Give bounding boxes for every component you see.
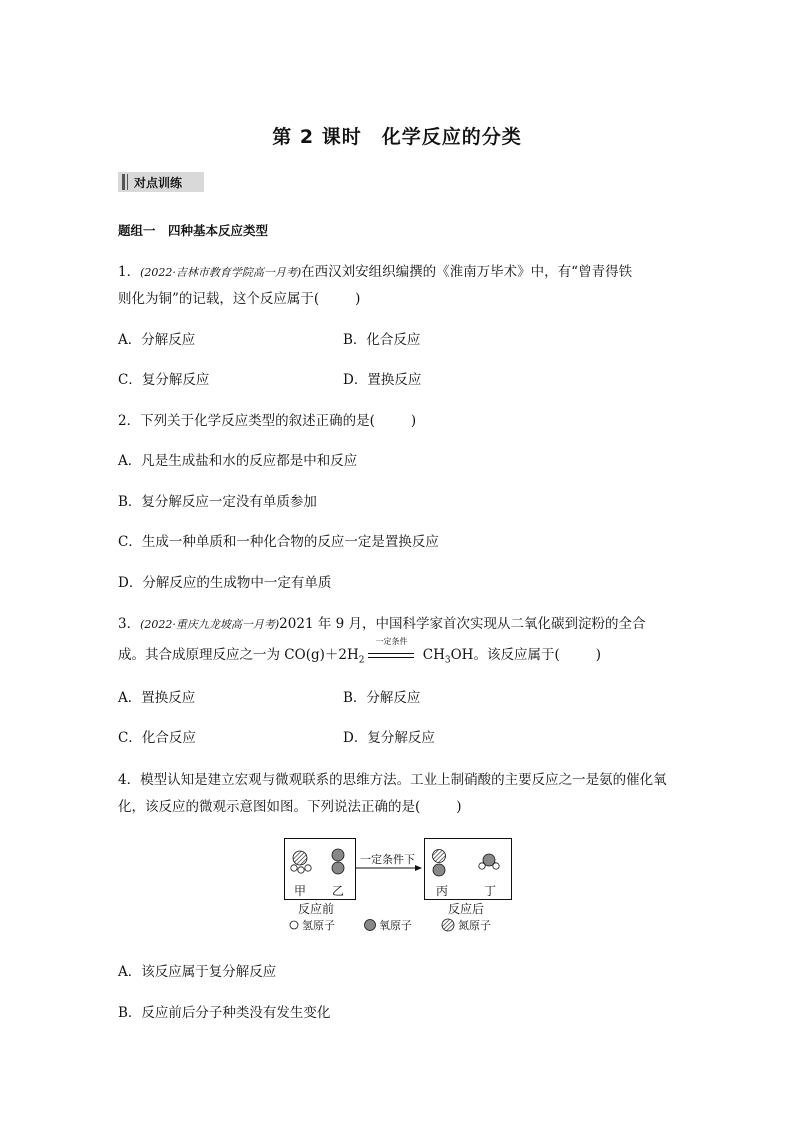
group-heading: 题组一 四种基本反应类型 — [118, 223, 269, 238]
q1-option-c[interactable]: C．复分解反应 — [118, 372, 210, 388]
q3-option-c[interactable]: C．化合反应 — [118, 730, 196, 746]
oxygen-molecule — [332, 849, 344, 874]
label-after: 反应后 — [448, 902, 485, 916]
subscript-h2: 2 — [358, 655, 365, 666]
q1-option-b[interactable]: B．化合反应 — [343, 332, 421, 348]
q2-option-c[interactable]: C．生成一种单质和一种化合物的反应一定是置换反应 — [118, 534, 439, 550]
question-2-stem — [118, 411, 416, 431]
q3-option-b[interactable]: B．分解反应 — [343, 690, 421, 706]
question-1-source: (2022·吉林市教育学院高一月考) — [140, 266, 302, 279]
q2-option-b[interactable]: B．复分解反应一定没有单质参加 — [118, 494, 317, 510]
page-title: 第 2 课时 化学反应的分类 — [272, 126, 522, 148]
answer-paren-close: ) — [410, 413, 417, 429]
q2-option-d[interactable]: D．分解反应的生成物中一定有单质 — [118, 575, 332, 591]
ammonia-molecule — [291, 851, 311, 873]
question-3-source: (2022·重庆九龙坡高一月考) — [140, 618, 280, 631]
question-1-text-2: 则化为铜”的记载，这个反应属于( — [118, 291, 320, 307]
legend-hydrogen: 氢原子 — [302, 919, 335, 932]
section-label: 对点训练 — [134, 176, 183, 190]
q4-option-a[interactable]: A．该反应属于复分解反应 — [118, 964, 277, 980]
question-2-text: 2．下列关于化学反应类型的叙述正确的是( — [118, 413, 375, 429]
question-1-number: 1． — [118, 264, 141, 280]
q2-option-a[interactable]: A．凡是生成盐和水的反应都是中和反应 — [118, 453, 358, 469]
reaction-condition — [368, 637, 414, 665]
q4-option-b[interactable]: B．反应前后分子种类没有发生变化 — [118, 1005, 331, 1021]
question-3-number: 3． — [118, 616, 141, 632]
question-4-line2 — [118, 797, 462, 817]
nitrogen-legend-icon — [442, 919, 454, 931]
equation-reactants: 成。其合成原理反应之一为 CO(g)＋2H — [118, 647, 359, 663]
subscript-ch3: 3 — [444, 655, 451, 666]
label-ding: 丁 — [484, 884, 497, 898]
hydrogen-legend-icon — [290, 921, 298, 929]
label-bing: 丙 — [436, 884, 449, 898]
question-3-text-2: OH。该反应属于( — [450, 647, 560, 663]
arrow-head-icon — [415, 865, 422, 871]
section-badge — [118, 172, 204, 192]
question-4-line1: 4．模型认知是建立宏观与微观联系的思维方法。工业上制硝酸的主要反应之一是氨的催化氧 — [118, 772, 667, 788]
oxygen-legend-icon — [365, 920, 376, 931]
q1-option-a[interactable]: A．分解反应 — [118, 332, 196, 348]
equation-product: CH — [418, 647, 445, 663]
reaction-diagram — [282, 836, 512, 936]
label-yi: 乙 — [332, 884, 345, 898]
question-3-text: 2021 年 9 月，中国科学家首次实现从二氧化碳到淀粉的全合 — [279, 616, 646, 632]
q1-option-d[interactable]: D．置换反应 — [343, 372, 422, 388]
q3-option-a[interactable]: A．置换反应 — [118, 690, 196, 706]
equals-sign — [368, 653, 414, 658]
legend-nitrogen: 氮原子 — [458, 919, 491, 932]
answer-paren-close: ) — [456, 799, 462, 815]
question-1-text: 在西汉刘安组织编撰的《淮南万毕术》中，有“曾青得铁 — [301, 264, 633, 280]
water-molecule — [479, 854, 499, 869]
answer-paren-close: ) — [595, 647, 601, 663]
label-jia: 甲 — [294, 884, 307, 898]
no-molecule — [433, 850, 446, 877]
arrow-condition-label: 一定条件下 — [360, 853, 415, 866]
badge-bar — [122, 174, 125, 190]
question-3-line2 — [118, 637, 601, 671]
q3-option-d[interactable]: D．复分解反应 — [343, 730, 435, 746]
question-4-text-2: 化，该反应的微观示意图如图。下列说法正确的是( — [118, 799, 421, 815]
question-1-line2 — [118, 289, 360, 309]
answer-paren-close: ) — [355, 291, 361, 307]
question-3-line1 — [118, 614, 646, 635]
label-before: 反应前 — [298, 902, 335, 916]
condition-label: 一定条件 — [375, 637, 408, 646]
question-1-line1 — [118, 262, 632, 283]
legend-oxygen: 氧原子 — [379, 919, 412, 932]
badge-bar-thin — [127, 174, 128, 190]
